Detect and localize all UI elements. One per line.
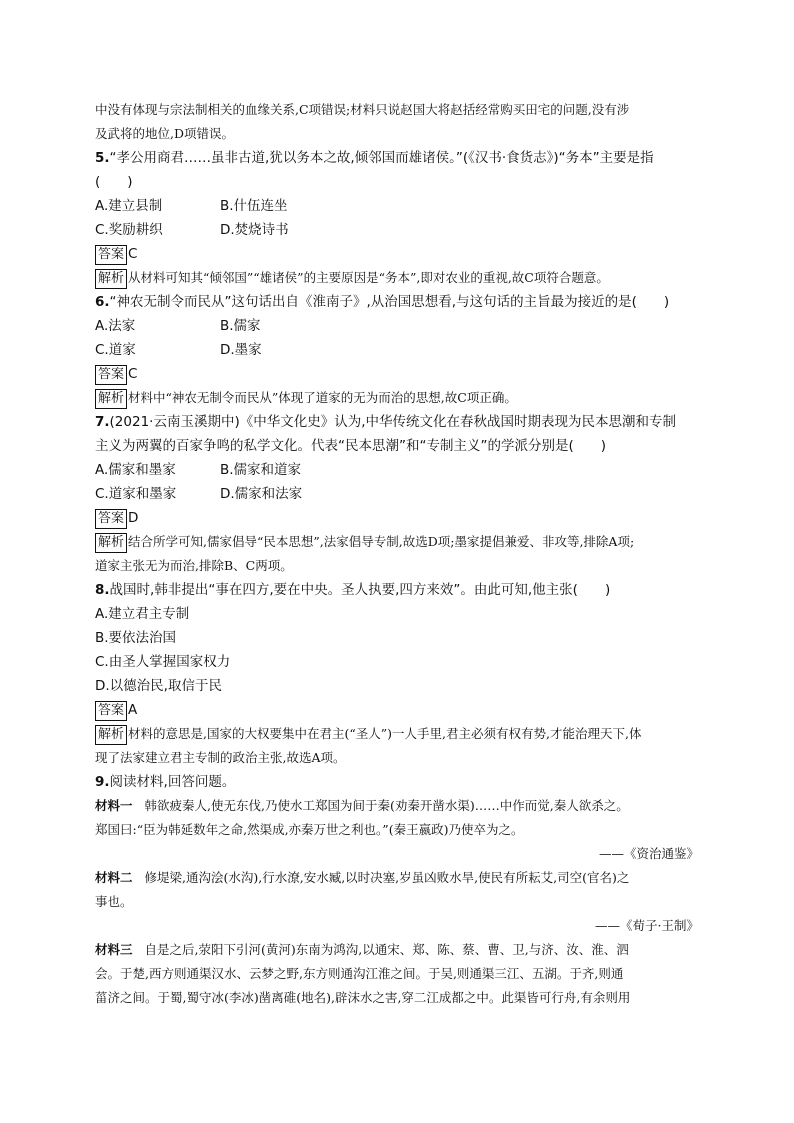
question-7 [95,410,699,458]
answer-tag: 答案 [95,509,127,529]
answer-row [95,698,699,722]
answer-value: C [128,246,138,262]
explanation-row [95,722,699,746]
question-number: 7. [95,414,110,430]
explanation-text: 从材料可知其“倾邻国”“雄诸侯”的主要原因是“务本”,即对农业的重视,故C项符合题意。 [128,270,609,285]
options-row [95,314,699,338]
material-3 [95,938,699,962]
explanation-cont: 道家主张无为而治,排除B、C两项。 [95,558,293,573]
option-a: A.建立君主专制 [95,606,190,622]
option-a: A.建立县制 [95,198,163,214]
options-row [95,194,699,218]
material-3-cont: 菑济之间。于蜀,蜀守冰(李冰)凿离碓(地名),辟沫水之害,穿二江成都之中。此渠皆可行舟,有余则用 [95,990,631,1005]
material-1 [95,794,699,818]
options-row [95,458,699,482]
document-content [95,98,699,1010]
answer-tag: 答案 [95,245,127,265]
option-b: B.什伍连坐 [220,198,288,214]
option-c: C.由圣人掌握国家权力 [95,654,231,670]
option-c: C.道家 [95,342,136,358]
answer-tag: 答案 [95,701,127,721]
options-row [95,218,699,242]
options-row [95,338,699,362]
material-text: 修堤梁,通沟浍(水沟),行水潦,安水臧,以时决塞,岁虽凶败水旱,使民有所耘艾,司空(官名)之 [144,870,630,885]
answer-row [95,242,699,266]
material-1-cont: 郑国曰:“臣为韩延数年之命,然渠成,亦秦万世之利也。”(秦王嬴政)乃使卒为之。 [95,822,524,837]
option-b: B.儒家和道家 [220,462,302,478]
material-text: 韩欲疲秦人,使无东伐,乃使水工郑国为间于秦(劝秦开凿水渠)……中作而觉,秦人欲杀之。 [144,798,629,813]
question-number: 8. [95,582,110,598]
option-d: D.墨家 [220,342,262,358]
explanation-text: 材料中“神农无制令而民从”体现了道家的无为而治的思想,故C项正确。 [128,390,517,405]
material-1-source: ——《资治通鉴》 [598,846,699,861]
explanation-tag: 解析 [95,533,127,553]
material-label: 材料二 [95,870,133,885]
answer-value: C [128,366,138,382]
explanation-tag: 解析 [95,389,127,409]
answer-row [95,362,699,386]
explanation-tag: 解析 [95,269,127,289]
answer-tag: 答案 [95,365,127,385]
explanation-text: 材料的意思是,国家的大权要集中在君主(“圣人”)一人手里,君主必须有权有势,才能治理天下,体 [128,726,642,741]
explanation-tag: 解析 [95,725,127,745]
explanation-cont: 现了法家建立君主专制的政治主张,故选A项。 [95,750,346,765]
options-row [95,482,699,506]
material-label: 材料三 [95,942,133,957]
option-d: D.以德治民,取信于民 [95,678,222,694]
material-2 [95,866,699,890]
option-b: B.儒家 [220,318,261,334]
question-stem-cont: ( ) [95,174,133,190]
question-stem: “神农无制令而民从”这句话出自《淮南子》,从治国思想看,与这句话的主旨最为接近的是( ) [109,294,670,310]
question-5 [95,146,699,194]
answer-row [95,506,699,530]
question-number: 6. [95,294,110,310]
option-a: A.法家 [95,318,136,334]
question-stem: 战国时,韩非提出“事在四方,要在中央。圣人执要,四方来效”。由此可知,他主张( ) [109,582,611,598]
explanation-row [95,386,699,410]
material-2-cont: 事也。 [95,894,133,909]
question-8 [95,578,699,602]
option-d: D.儒家和法家 [220,486,303,502]
question-stem: (2021·云南玉溪期中)《中华文化史》认为,中华传统文化在春秋战国时期表现为民本思潮和专制 [109,414,677,430]
question-9 [95,770,699,794]
option-d: D.焚烧诗书 [220,222,289,238]
option-b: B.要依法治国 [95,630,177,646]
material-label: 材料一 [95,798,133,813]
question-stem: 阅读材料,回答问题。 [109,774,236,790]
answer-value: D [128,510,139,526]
option-c: C.道家和墨家 [95,486,177,502]
question-6 [95,290,699,314]
material-3-cont: 会。于楚,西方则通渠汉水、云梦之野,东方则通沟江淮之间。于吴,则通渠三江、五湖。于齐,则通 [95,966,624,981]
question-stem-cont: 主义为两翼的百家争鸣的私学文化。代表“民本思潮”和“专制主义”的学派分别是( ) [95,438,607,454]
option-a: A.儒家和墨家 [95,462,176,478]
material-text: 自是之后,荥阳下引河(黄河)东南为鸿沟,以通宋、郑、陈、蔡、曹、卫,与济、汝、淮、泗 [144,942,629,957]
option-c: C.奖励耕织 [95,222,163,238]
question-stem: “孝公用商君……虽非古道,犹以务本之故,倾邻国而雄诸侯。”(《汉书·食货志》)“务本”主要是指 [109,150,654,166]
question-number: 9. [95,774,110,790]
material-2-source: ——《荀子·王制》 [595,918,699,933]
intro-line-2: 及武将的地位,D项错误。 [95,126,234,141]
explanation-row [95,530,699,554]
question-number: 5. [95,150,110,166]
intro-line-1: 中没有体现与宗法制相关的血缘关系,C项错误;材料只说赵国大将赵括经常购买田宅的问题,没有涉 [95,102,630,117]
explanation-row [95,266,699,290]
explanation-text: 结合所学可知,儒家倡导“民本思想”,法家倡导专制,故选D项;墨家提倡兼爱、非攻等,排除A项; [128,534,635,549]
answer-value: A [128,702,138,718]
